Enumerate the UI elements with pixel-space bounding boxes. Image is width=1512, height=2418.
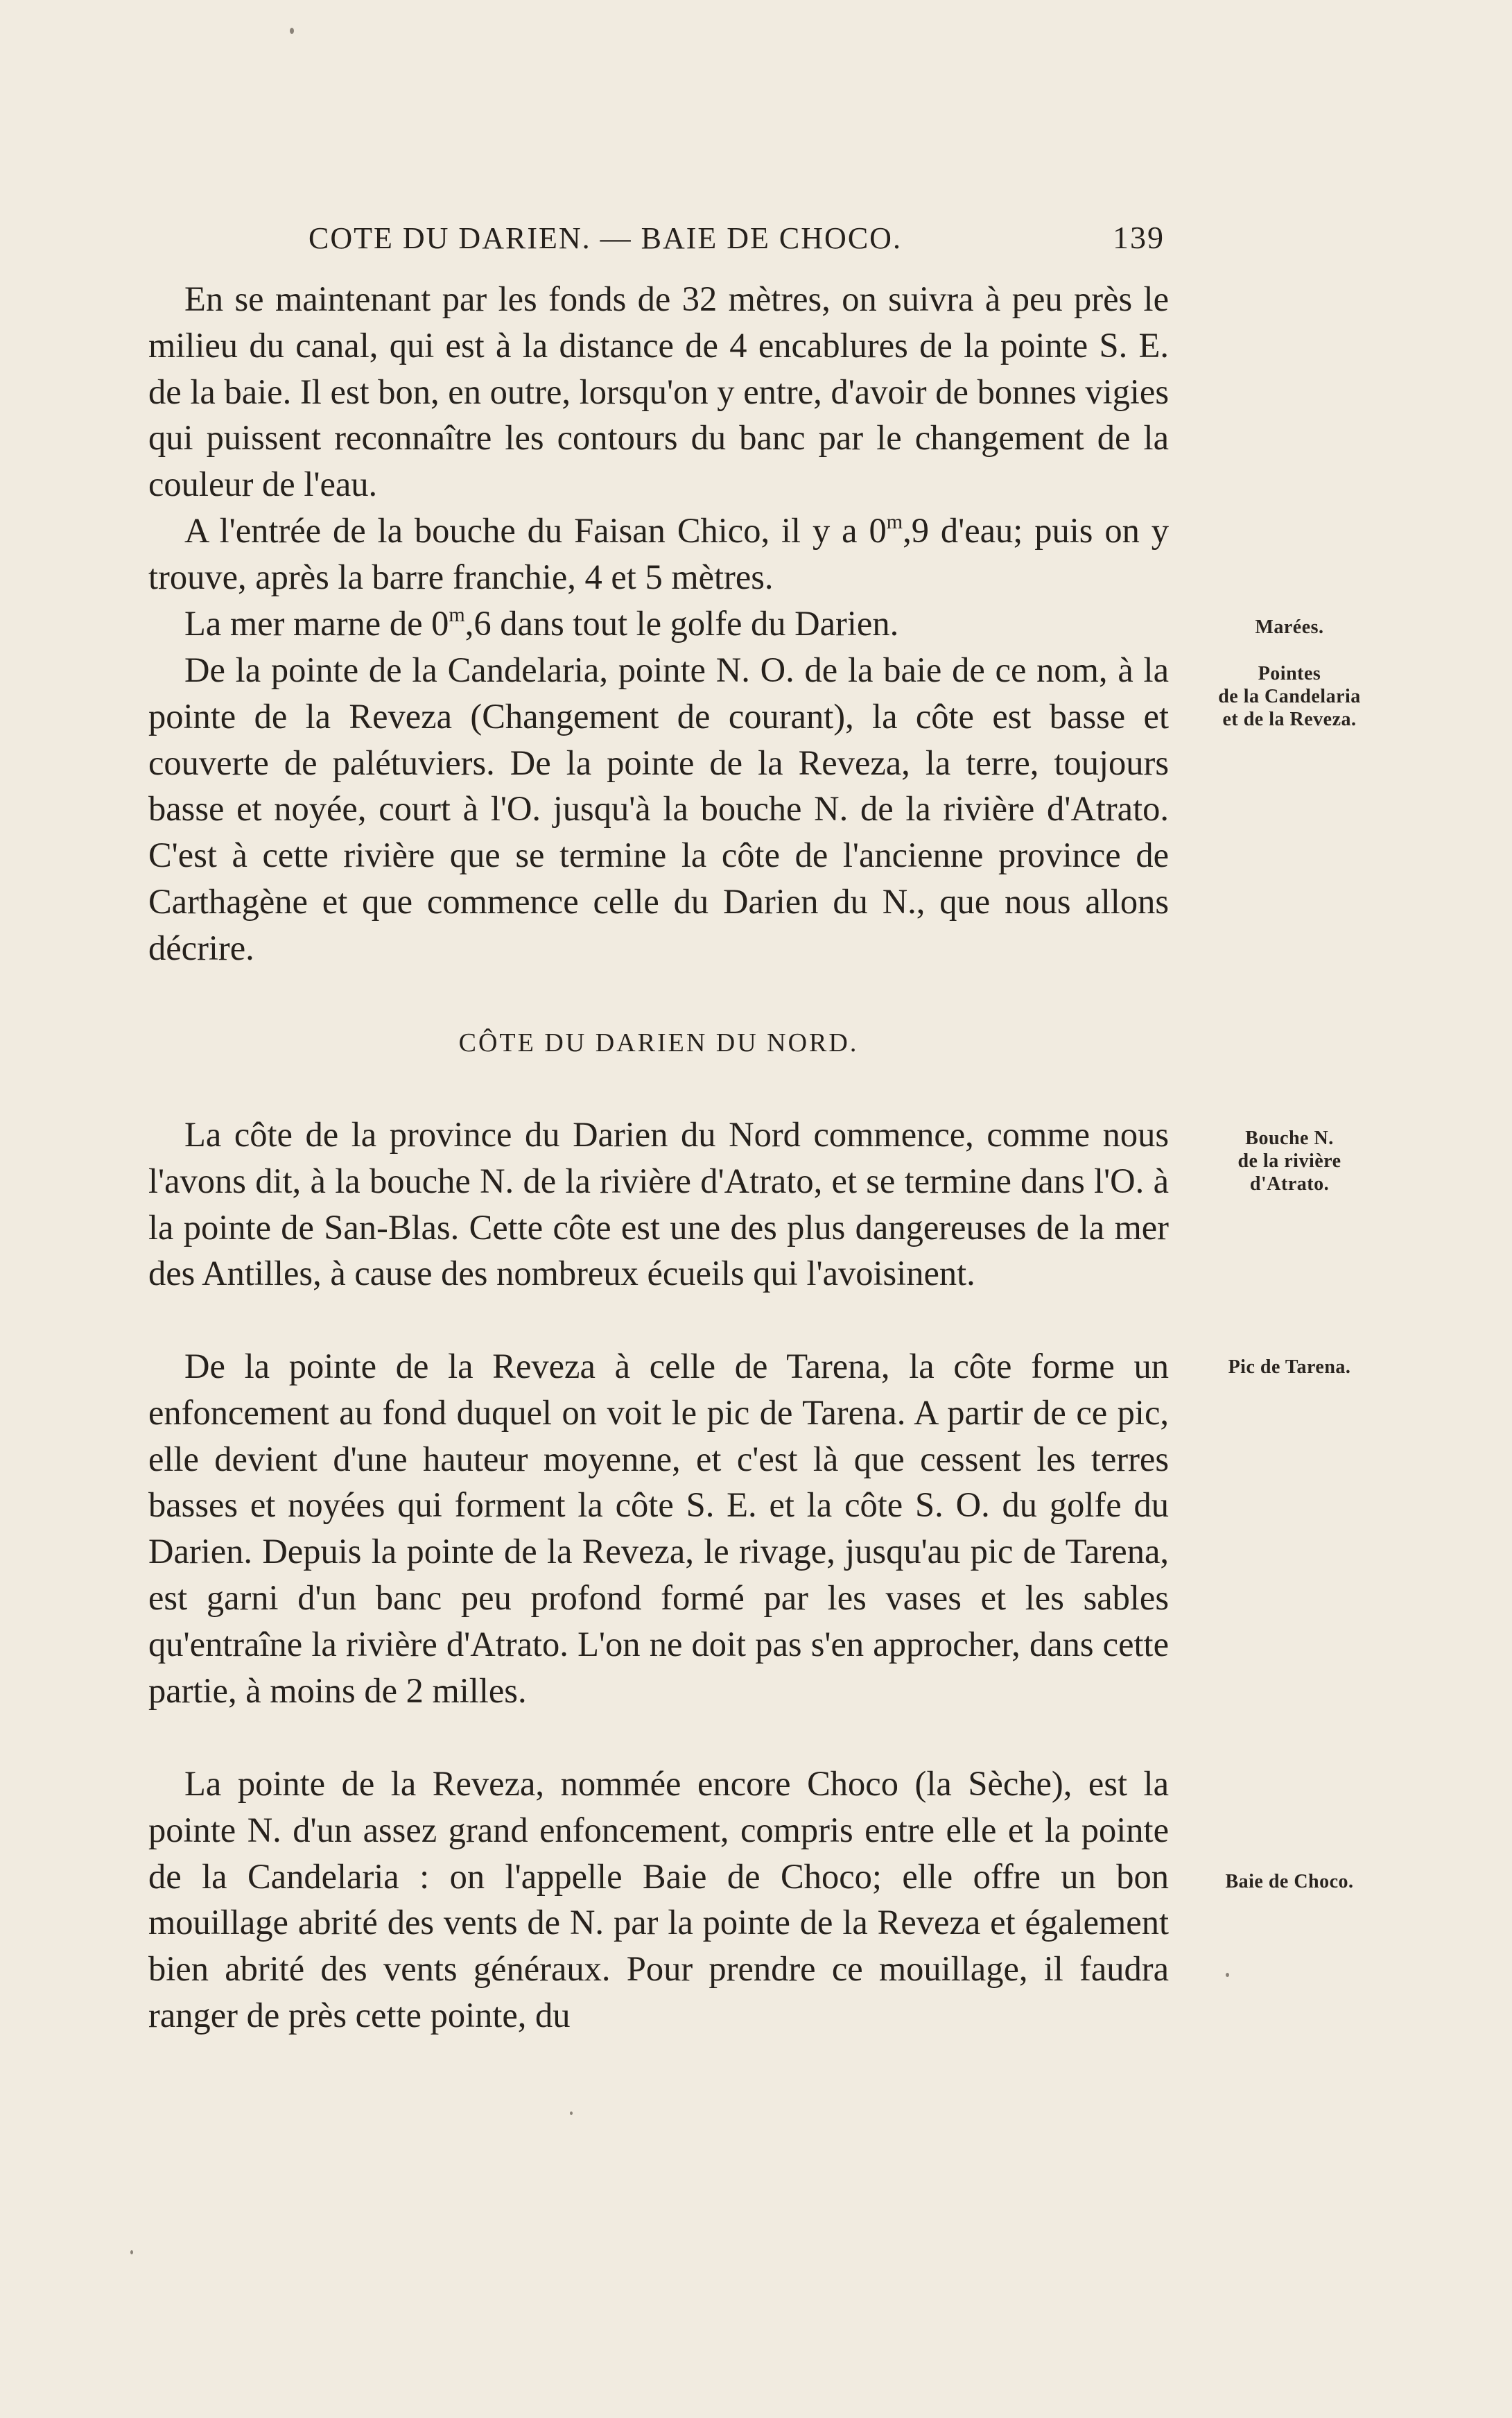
paper-speck <box>1226 1973 1229 1977</box>
margin-note-baie: Baie de Choco. <box>1225 1871 1354 1892</box>
margin-note-pic: Pic de Tarena. <box>1228 1356 1351 1378</box>
margin-note-marees: Marées. <box>1255 616 1324 638</box>
margin-note-pointes: Pointes de la Candelaria et de la Reveza. <box>1218 663 1361 730</box>
margin-note-bouche: Bouche N. de la rivière d'Atrato. <box>1237 1128 1341 1195</box>
running-header <box>146 214 1172 262</box>
paragraph-faisan-chico: A l'entrée de la bouche du Faisan Chico, il y a 0$^m$,9 d'eau; puis on y trouve, après la barre franchie, 4 et 5 mètres. <box>148 510 1169 596</box>
paper-speck <box>570 2112 573 2115</box>
section-title: CÔTE DU DARIEN DU NORD. <box>458 1028 859 1057</box>
paragraph-candelaria: De la pointe de la Candelaria, pointe N. O. de la baie de ce nom, à la pointe de la Reveza (Changement de courant), la côte est basse et couverte de palétuviers. De la pointe de la Reveza, la terre, toujours basse et noyée, court à l'O. jusqu'à la bouche N. de la rivière d'Atrato. C'est à cette rivière que se termine la côte de l'ancienne province de Carthagène et que commence celle du Darien du N., que nous allons décrire. <box>148 650 1169 967</box>
paper-speck <box>290 28 294 34</box>
paragraph-tarena: De la pointe de la Reveza à celle de Tarena, la côte forme un enfoncement au fond duquel on voit le pic de Tarena. A partir de ce pic, elle devient d'une hauteur moyenne, et c'est là que cessent les terres basses et noyées qui forment la côte S. E. et la côte S. O. du golfe du Darien. Depuis la pointe de la Reveza, le rivage, jusqu'au pic de Tarena, est garni d'un banc peu profond formé par les vases et les sables qu'entraîne la rivière d'Atrato. L'on ne doit pas s'en approcher, dans cette partie, à moins de 2 milles. <box>148 1347 1169 1710</box>
paragraph-channel: En se maintenant par les fonds de 32 mètres, on suivra à peu près le milieu du canal, qui est à la distance de 4 encablures de la pointe S. E. de la baie. Il est bon, en outre, lorsqu'on y entre, d'avoir de bonnes vigies qui puissent reconnaître les contours du banc par le changement de la couleur de l'eau. <box>148 279 1169 504</box>
header-title: COTE DU DARIEN. — BAIE DE CHOCO. <box>309 221 902 255</box>
page-number: 139 <box>1113 220 1165 255</box>
paragraph-tides: La mer marne de 0$^m$,6 dans tout le golfe du Darien. <box>184 603 899 643</box>
paragraph-choco: La pointe de la Reveza, nommée encore Choco (la Sèche), est la pointe N. d'un assez grand enfoncement, compris entre elle et la pointe de la Candelaria : on l'appelle Baie de Choco; elle offre un bon mouillage abrité des vents de N. par la pointe de la Reveza et également bien abrité des vents généraux. Pour prendre ce mouillage, il faudra ranger de près cette pointe, du <box>148 1764 1169 2035</box>
paper-speck <box>130 2250 133 2254</box>
paragraph-darien-nord: La côte de la province du Darien du Nord commence, comme nous l'avons dit, à la bouche N. de la rivière d'Atrato, et se termine dans l'O. à la pointe de San-Blas. Cette côte est une des plus dangereuses de la mer des Antilles, à cause des nombreux écueils qui l'avoisinent. <box>148 1115 1169 1293</box>
